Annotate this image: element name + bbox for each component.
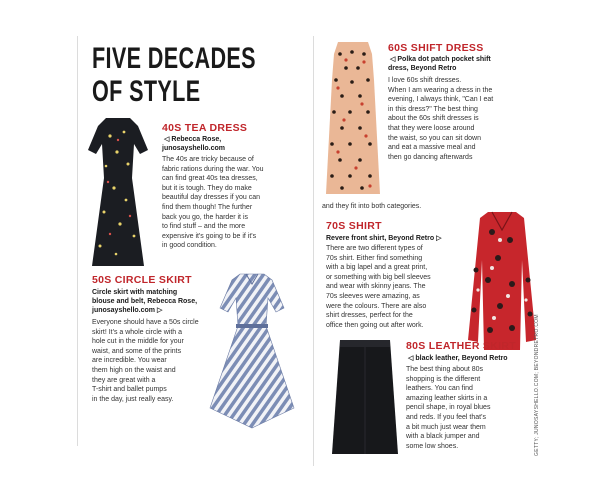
- right-page: [313, 36, 544, 466]
- seventies-shirt-image: [464, 210, 540, 360]
- section-80s-body: The best thing about 80s shopping is the different leathers. You can find amazing leather skirts in a pencil shape, in royal blues and reds. If you feel that's a bit much just wear them with a black jumper and some low shoes.: [406, 366, 491, 450]
- section-50s-credit: Circle skirt with matching blouse and belt, Rebecca Rose, junosayshello.com ▷: [92, 289, 198, 314]
- section-70s-body: There are two different types of 70s shirt. Either find something with a big lapel and a great print, or something with big bell sleeves and wear with skinny jeans. The 70s sleeves were amazing, as were the colours. There are also shirt dresses, perfect for the office then going out after work.: [326, 245, 431, 329]
- section-60s-heading: 60S SHIFT DRESS: [388, 42, 484, 54]
- leather-skirt-image: [326, 336, 404, 460]
- arrow-left-icon: ◁: [408, 355, 414, 362]
- tea-dress-image: [84, 116, 152, 281]
- arrow-right-icon: ▷: [157, 307, 163, 314]
- section-70s-heading: 70S SHIRT: [326, 220, 382, 232]
- section-60s-credit: ◁ Polka dot patch pocket shift dress, Beyond Retro: [388, 56, 491, 72]
- section-80s-credit: ◁ black leather, Beyond Retro: [408, 355, 508, 362]
- photo-credit: GETTY; JUNOSAYSHELLO.COM; BEYONDRETRO.COM: [534, 314, 540, 456]
- page-title-line-1: FIVE DECADES: [92, 42, 256, 75]
- section-40s-heading: 40S TEA DRESS: [162, 122, 248, 134]
- arrow-left-icon: ◁: [390, 56, 396, 63]
- section-60s-body-end: and they fit into both categories.: [322, 203, 422, 210]
- left-page: [77, 36, 299, 446]
- section-80s-heading: 80S LEATHER SKIRT: [406, 340, 516, 352]
- section-50s-heading: 50S CIRCLE SKIRT: [92, 274, 192, 286]
- section-40s-credit: ◁ Rebecca Rose, junosayshello.com: [162, 136, 226, 152]
- section-60s-body: I love 60s shift dresses. When I am wearing a dress in the evening, I always think, "Can I eat in this dress?" The best thing about the 60s shift dresses is that they were loose around the waist, so you can sit down and eat a massive meal and then go dancing afterwards: [388, 77, 494, 161]
- circle-skirt-image: [206, 268, 298, 438]
- section-50s-body: Everyone should have a 50s circle skirt! It's a whole circle with a hole cut in the middle for your waist, and some of the prints are incredible. You wear them high on the waist and they are great with a T-shirt and ballet pumps in the day, just really easy.: [92, 319, 199, 403]
- section-70s-credit: Revere front shirt, Beyond Retro ▷: [326, 235, 442, 242]
- shift-dress-image: [322, 40, 384, 200]
- section-40s-body: The 40s are tricky because of fabric rations during the war. You can find great 40s tea dresses, but it is tough. They do make beautiful day dresses if you can find them though! The further back you go, the harder it is to find stuff – and the more expensive it's going to be if it's in good condition.: [162, 156, 264, 250]
- arrow-right-icon: ▷: [436, 235, 442, 242]
- arrow-left-icon: ◁: [164, 136, 170, 143]
- page-title-line-2: OF STYLE: [92, 75, 201, 108]
